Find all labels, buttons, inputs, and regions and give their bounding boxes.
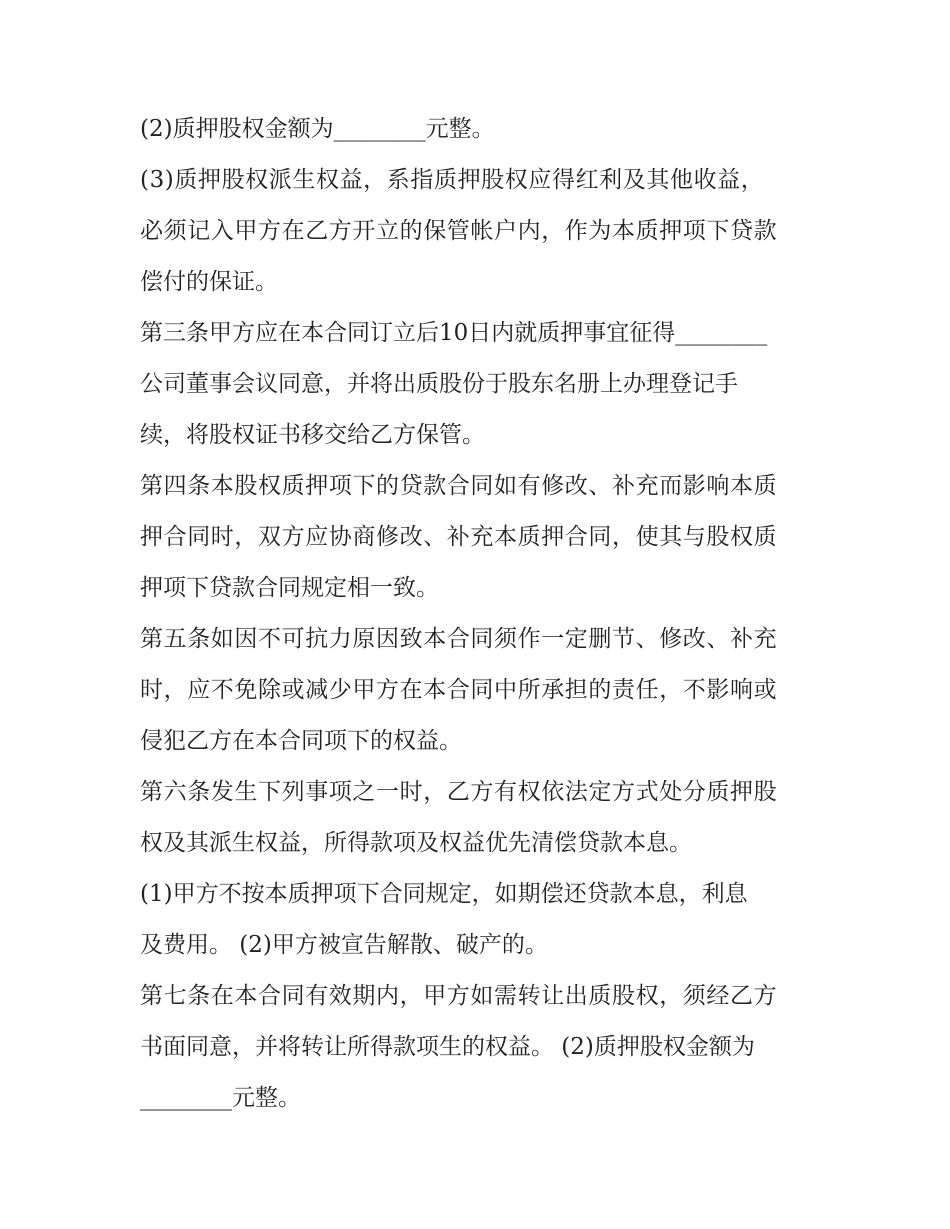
text-line: (1)甲方不按本质押项下合同规定，如期偿还贷款本息，利息 — [140, 881, 748, 907]
text-line: 及费用。 (2)甲方被宣告解散、破产的。 — [140, 932, 548, 958]
text-line: (2)质押股权金额为________元整。 — [140, 116, 495, 142]
text-line: ________元整。 — [140, 1085, 301, 1111]
text-line: 必须记入甲方在乙方开立的保管帐户内，作为本质押项下贷款 — [140, 218, 778, 244]
text-line: 第六条发生下列事项之一时，乙方有权依法定方式处分质押股 — [140, 779, 778, 805]
contract-text — [140, 104, 815, 1124]
text-line: 续，将股权证书移交给乙方保管。 — [140, 422, 485, 448]
text-line: 侵犯乙方在本合同项下的权益。 — [140, 728, 462, 754]
text-line: 公司董事会议同意，并将出质股份于股东名册上办理登记手 — [140, 371, 738, 397]
text-line: 押项下贷款合同规定相一致。 — [140, 575, 439, 601]
text-line: 第四条本股权质押项下的贷款合同如有修改、补充而影响本质 — [140, 473, 778, 499]
text-line: 偿付的保证。 — [140, 269, 278, 295]
text-line: 第三条甲方应在本合同订立后10日内就质押事宜征得________ — [140, 320, 768, 346]
text-line: 第七条在本合同有效期内，甲方如需转让出质股权，须经乙方 — [140, 983, 778, 1009]
text-line: 书面同意，并将转让所得款项生的权益。 (2)质押股权金额为 — [140, 1034, 755, 1060]
text-line: 权及其派生权益，所得款项及权益优先清偿贷款本息。 — [140, 830, 692, 856]
text-line: 押合同时，双方应协商修改、补充本质押合同，使其与股权质 — [140, 524, 778, 550]
text-line: 时，应不免除或减少甲方在本合同中所承担的责任，不影响或 — [140, 677, 778, 703]
text-line: (3)质押股权派生权益，系指质押股权应得红利及其他收益， — [140, 167, 765, 193]
text-line: 第五条如因不可抗力原因致本合同须作一定删节、修改、补充 — [140, 626, 778, 652]
